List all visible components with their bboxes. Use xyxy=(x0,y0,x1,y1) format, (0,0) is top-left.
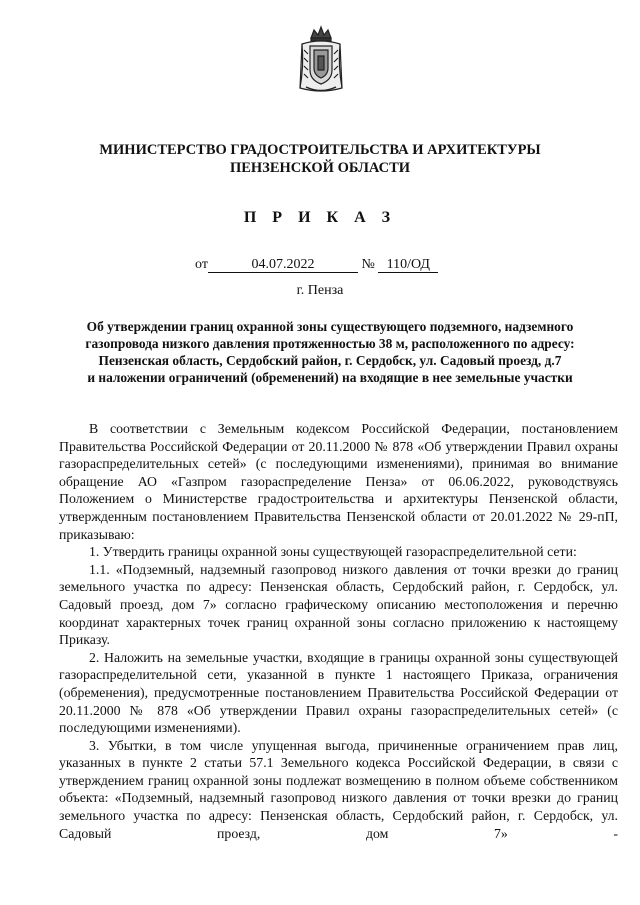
date-prefix: от xyxy=(195,257,208,272)
subject-line1: Об утверждении границ охранной зоны существующего подземного, надземного xyxy=(86,319,574,334)
number-prefix: № xyxy=(361,257,375,272)
item-1-paragraph: 1. Утвердить границы охранной зоны существующей газораспределительной сети: xyxy=(89,544,577,560)
order-date: 04.07.2022 xyxy=(208,257,358,273)
order-subject xyxy=(40,318,620,386)
item-3-paragraph: 3. Убытки, в том числе упущенная выгода, причиненные ограничением прав лиц, указанных в пункте 2 статьи 57.1 Земельного кодекса Российской Федерации, в связи с утверждением границ охранной зоны подлежат возмещению в полном объеме собственником объекта: «Подземный, надземный газопровод низкого давления от точки врезки до границ земельного участка по адресу: Пензенская область, Сердобский район, г. Сердобск, ул. Садовый проезд, дом 7» - xyxy=(59,737,618,841)
order-date-number-line xyxy=(195,257,438,273)
intro-paragraph: В соответствии с Земельным кодексом Российской Федерации, постановлением Правительства Российской Федерации от 20.11.2000 № 878 «Об утверждении Правил охраны газораспределительных сетей» (с последующими изменениями), принимая во внимание обращение АО «Газпром газораспределение Пенза» от 06.06.2022, руководствуясь Положением о Министерстве градостроительства и архитектуры Пензенской области, утвержденным постановлением Правительства Пензенской области от 20.01.2022 № 29-пП, приказываю: xyxy=(59,421,618,542)
item-2-paragraph: 2. Наложить на земельные участки, входящие в границы охранной зоны существующей газораспределительной сети, указанной в пункте 1 настоящего Приказа, ограничения (обременения), предусмотренные постановлением Правительства Российской Федерации от 20.11.2000 № 878 «Об утверждении Правил охраны газораспределительных сетей» (с последующими изменениями). xyxy=(59,649,618,736)
order-title: П Р И К А З xyxy=(243,209,397,226)
subject-line3: Пензенская область, Сердобский район, г. Сердобск, ул. Садовый проезд, д.7 xyxy=(98,353,562,368)
order-body xyxy=(59,420,618,842)
ministry-name-line1: МИНИСТЕРСТВО ГРАДОСТРОИТЕЛЬСТВА И АРХИТЕКТУРЫ xyxy=(99,142,541,158)
order-city: г. Пенза xyxy=(296,283,344,298)
subject-line2: газопровода низкого давления протяженностью 38 м, расположенного по адресу: xyxy=(85,336,575,351)
ministry-name-line2: ПЕНЗЕНСКОЙ ОБЛАСТИ xyxy=(229,160,411,176)
coat-of-arms-emblem xyxy=(296,24,346,96)
order-number: 110/ОД xyxy=(378,257,438,273)
subject-line4: и наложении ограничений (обременений) на входящие в нее земельные участки xyxy=(87,370,573,385)
item-1-1-paragraph: 1.1. «Подземный, надземный газопровод низкого давления от точки врезки до границ земельного участка по адресу: Пензенская область, Сердобский район, г. Сердобск, ул. Садовый проезд, дом 7» согласно графическому описанию местоположения и перечню координат характерных точек границ охранной зоны согласно приложению к настоящему Приказу. xyxy=(59,561,618,648)
ministry-header xyxy=(0,141,640,177)
